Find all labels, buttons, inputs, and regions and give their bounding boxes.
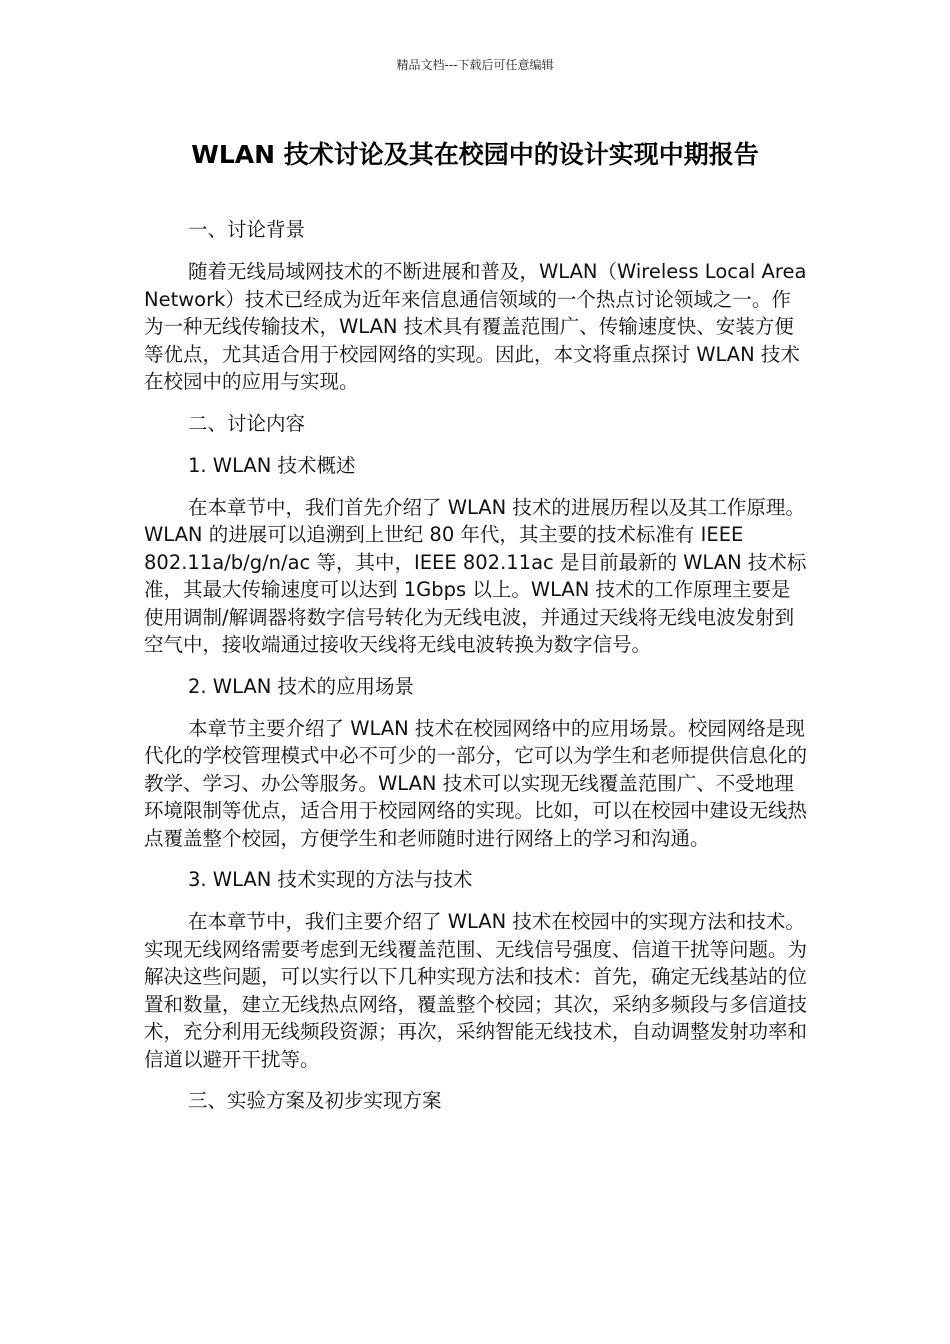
subsection-heading-methods: 3. WLAN 技术实现的方法与技术 — [188, 868, 473, 891]
subsection-heading-scenarios: 2. WLAN 技术的应用场景 — [188, 674, 415, 698]
subsection-heading-overview: 1. WLAN 技术概述 — [188, 453, 356, 477]
paragraph-background: 随着无线局域网技术的不断进展和普及，WLAN（Wireless Local Area Network）技术已经成为近年来信息通信领域的一个热点讨论领域之一。作为一种无线传输技术，WLAN 技术具有覆盖范围广、传输速度快、安装方便等优点，尤其适合用于校园网络的实现。因此，本文将重点探讨 WLAN 技术在校园中的应用与实现。 — [144, 260, 807, 393]
header-note: 精品文档---下载后可任意编辑 — [396, 58, 554, 72]
section-heading-background: 一、讨论背景 — [188, 218, 306, 241]
section-heading-experiment: 三、实验方案及初步实现方案 — [188, 1089, 442, 1112]
paragraph-overview: 在本章节中，我们首先介绍了 WLAN 技术的进展历程以及其工作原理。WLAN 的进展可以追溯到上世纪 80 年代，其主要的技术标准有 IEEE 802.11a/b/g/n/ac 等，其中，IEEE 802.11ac 是目前最新的 WLAN 技术标准，其最大传输速度可以达到 1Gbps 以上。WLAN 技术的工作原理主要是使用调制/解调器将数字信号转化为无线电波，并通过天线将无线电波发射到空气中，接收端通过接收天线将无线电波转换为数字信号。 — [144, 495, 807, 656]
document-title: WLAN 技术讨论及其在校园中的设计实现中期报告 — [191, 140, 759, 169]
document-body — [144, 216, 808, 1115]
paragraph-methods: 在本章节中，我们主要介绍了 WLAN 技术在校园中的实现方法和技术。实现无线网络需要考虑到无线覆盖范围、无线信号强度、信道干扰等问题。为解决这些问题，可以实行以下几种实现方法和技术：首先，确定无线基站的位置和数量，建立无线热点网络，覆盖整个校园；其次，采纳多频段与多信道技术，充分利用无线频段资源；再次，采纳智能无线技术，自动调整发射功率和信道以避开干扰等。 — [144, 910, 808, 1071]
section-heading-content: 二、讨论内容 — [188, 411, 306, 435]
paragraph-scenarios: 本章节主要介绍了 WLAN 技术在校园网络中的应用场景。校园网络是现代化的学校管理模式中必不可少的一部分，它可以为学生和老师提供信息化的教学、学习、办公等服务。WLAN 技术可以实现无线覆盖范围广、不受地理环境限制等优点，适合用于校园网络的实现。比如，可以在校园中建设无线热点覆盖整个校园，方便学生和老师随时进行网络上的学习和沟通。 — [144, 716, 808, 850]
